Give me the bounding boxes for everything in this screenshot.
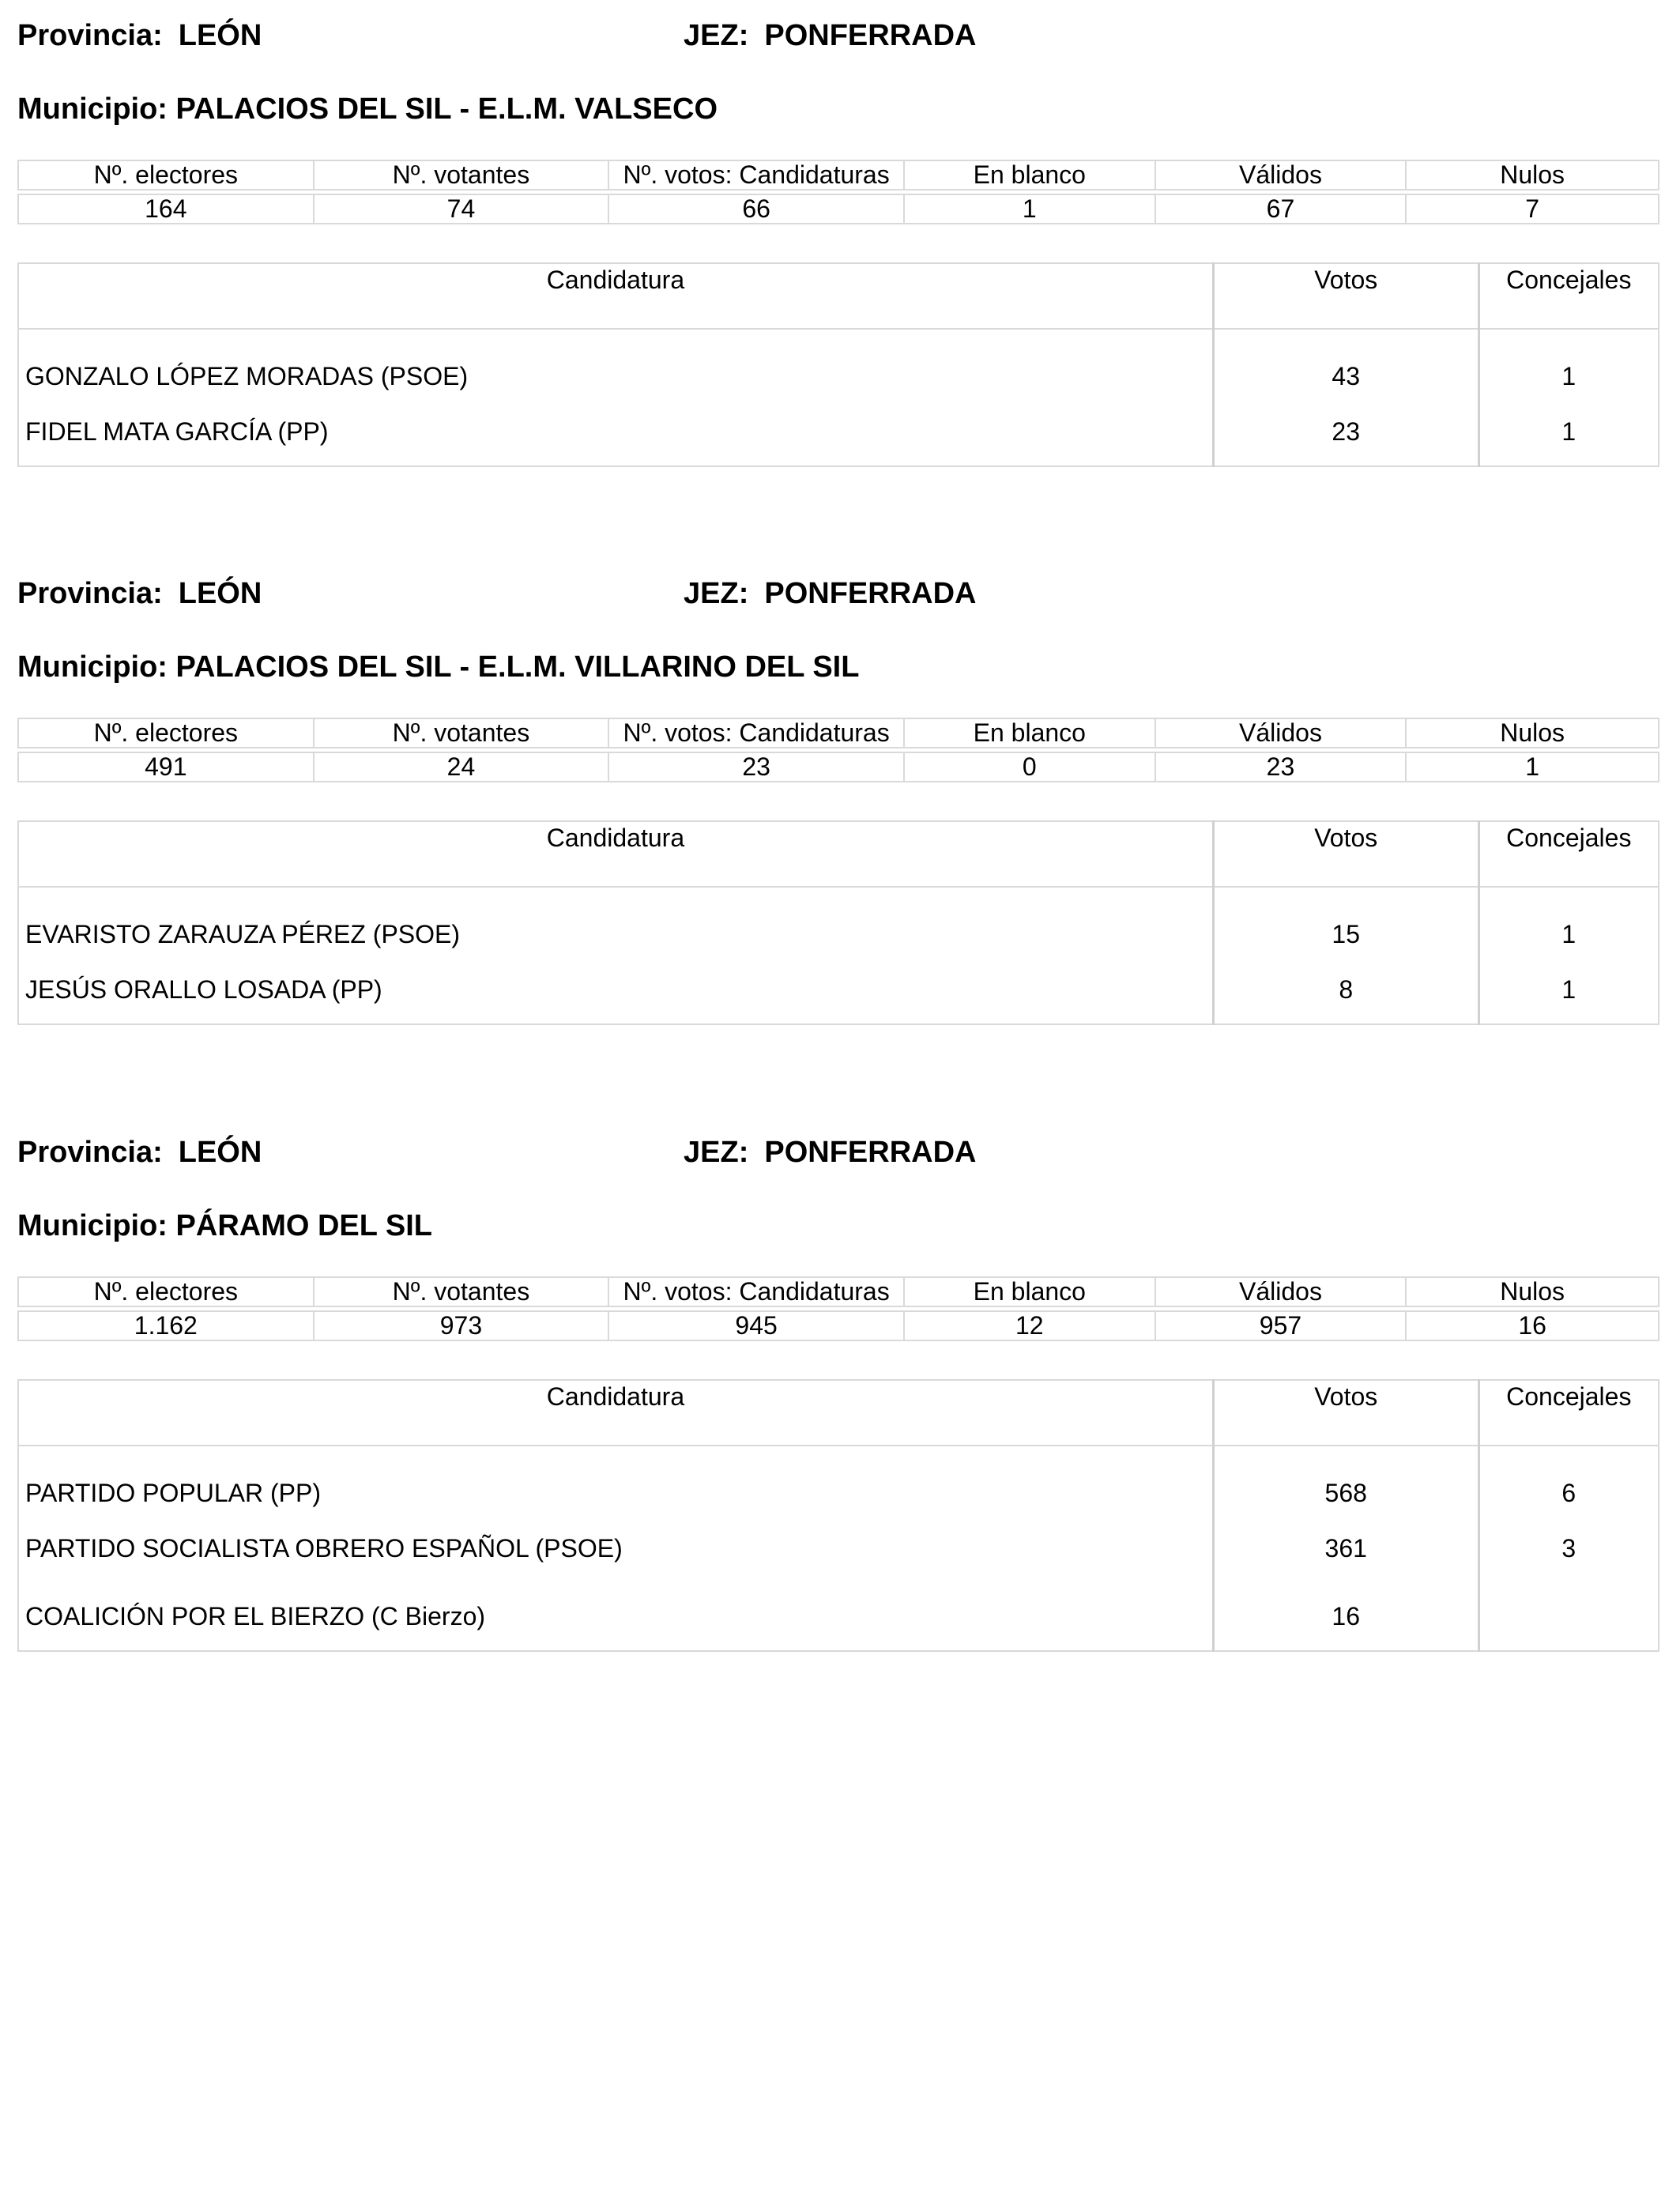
summary-header-cell: Válidos [1155, 718, 1407, 748]
summary-header-cell: Nulos [1406, 718, 1659, 748]
municipio-label: Municipio: [17, 650, 168, 684]
provincia-label: Provincia: [17, 577, 163, 610]
candidatura-concejales: 6 [1478, 1446, 1659, 1514]
candidatura-votos: 16 [1213, 1582, 1478, 1651]
table-row [18, 956, 1659, 1024]
summary-header-cell: En blanco [904, 718, 1155, 748]
table-row [18, 329, 1659, 398]
jez-header [684, 1134, 976, 1171]
provincia-header [17, 575, 262, 612]
candidaturas-header-row [18, 821, 1659, 887]
candidatura-concejales: 1 [1478, 887, 1659, 956]
summary-value-cell: 491 [18, 752, 314, 782]
candidatura-name: GONZALO LÓPEZ MORADAS (PSOE) [25, 362, 469, 390]
summary-value-cell: 12 [904, 1311, 1155, 1340]
summary-value-cell: 1.162 [18, 1311, 314, 1340]
summary-value-cell: 24 [314, 752, 609, 782]
summary-table [17, 718, 1659, 782]
jez-label: JEZ: [684, 19, 749, 52]
summary-header-cell: Nulos [1406, 1277, 1659, 1306]
candidatura-name: COALICIÓN POR EL BIERZO (C Bierzo) [25, 1601, 486, 1630]
table-row [18, 1514, 1659, 1582]
summary-header-cell: Válidos [1155, 1277, 1407, 1306]
jez-value: PONFERRADA [764, 19, 977, 52]
summary-value-cell: 1 [904, 194, 1155, 224]
municipio-label: Municipio: [17, 1209, 168, 1242]
jez-label: JEZ: [684, 1136, 749, 1169]
summary-value-cell: 74 [314, 194, 609, 224]
summary-header-cell: Nº. votos: Candidaturas [608, 160, 904, 190]
summary-value-row [18, 194, 1659, 224]
municipio-value: PALACIOS DEL SIL - E.L.M. VILLARINO DEL SIL [175, 650, 860, 684]
candidaturas-table [17, 820, 1659, 1025]
summary-value-cell: 945 [608, 1311, 904, 1340]
votos-header: Votos [1213, 263, 1478, 329]
table-row [18, 887, 1659, 956]
candidatura-concejales: 3 [1478, 1514, 1659, 1582]
summary-value-cell: 67 [1155, 194, 1407, 224]
provincia-header [17, 17, 262, 54]
summary-header-cell: Nº. votantes [314, 718, 609, 748]
candidatura-header: Candidatura [18, 821, 1213, 887]
summary-value-cell: 973 [314, 1311, 609, 1340]
summary-header-cell: Nº. electores [18, 160, 314, 190]
summary-value-cell: 7 [1406, 194, 1659, 224]
table-row [18, 1446, 1659, 1514]
summary-header-cell: Nº. electores [18, 718, 314, 748]
candidatura-name: PARTIDO POPULAR (PP) [25, 1479, 321, 1507]
summary-value-row [18, 752, 1659, 782]
concejales-header: Concejales [1478, 1380, 1659, 1446]
municipio-header [17, 1208, 432, 1244]
candidatura-header: Candidatura [18, 1380, 1213, 1446]
municipio-header [17, 649, 859, 685]
municipio-header [17, 91, 718, 127]
municipio-label: Municipio: [17, 92, 168, 126]
summary-header-cell: Nulos [1406, 160, 1659, 190]
jez-header [684, 17, 976, 54]
municipio-value: PALACIOS DEL SIL - E.L.M. VALSECO [175, 92, 718, 126]
provincia-label: Provincia: [17, 1136, 163, 1169]
concejales-header: Concejales [1478, 263, 1659, 329]
concejales-header: Concejales [1478, 821, 1659, 887]
jez-value: PONFERRADA [764, 577, 977, 610]
summary-header-cell: Nº. votos: Candidaturas [608, 1277, 904, 1306]
summary-header-row [18, 718, 1659, 748]
municipio-value: PÁRAMO DEL SIL [175, 1209, 432, 1242]
candidaturas-table [17, 262, 1659, 467]
summary-header-row [18, 1277, 1659, 1306]
municipality-section [17, 1134, 1659, 1672]
provincia-header [17, 1134, 262, 1171]
summary-header-cell: Nº. votantes [314, 160, 609, 190]
municipality-section [17, 17, 1659, 468]
candidatura-name: PARTIDO SOCIALISTA OBRERO ESPAÑOL (PSOE) [25, 1533, 623, 1563]
summary-table [17, 1276, 1659, 1341]
provincia-value: LEÓN [178, 19, 262, 52]
summary-header-cell: Nº. votos: Candidaturas [608, 718, 904, 748]
candidatura-concejales: 1 [1478, 398, 1659, 466]
summary-header-cell: Válidos [1155, 160, 1407, 190]
candidatura-concejales [1478, 1582, 1659, 1651]
summary-value-cell: 23 [1155, 752, 1407, 782]
summary-value-cell: 16 [1406, 1311, 1659, 1340]
table-row [18, 1582, 1659, 1651]
provincia-label: Provincia: [17, 19, 163, 52]
candidatura-votos: 23 [1213, 398, 1478, 466]
summary-value-row [18, 1311, 1659, 1340]
candidatura-name: FIDEL MATA GARCÍA (PP) [25, 417, 329, 446]
summary-table [17, 160, 1659, 224]
municipality-section [17, 575, 1659, 1026]
candidatura-votos: 43 [1213, 329, 1478, 398]
candidatura-name: EVARISTO ZARAUZA PÉREZ (PSOE) [25, 920, 461, 948]
candidatura-votos: 15 [1213, 887, 1478, 956]
jez-header [684, 575, 976, 612]
summary-value-cell: 0 [904, 752, 1155, 782]
votos-header: Votos [1213, 1380, 1478, 1446]
provincia-value: LEÓN [178, 1136, 262, 1169]
candidatura-votos: 8 [1213, 956, 1478, 1024]
summary-header-cell: Nº. electores [18, 1277, 314, 1306]
summary-header-row [18, 160, 1659, 190]
summary-header-cell: En blanco [904, 160, 1155, 190]
jez-label: JEZ: [684, 577, 749, 610]
votos-header: Votos [1213, 821, 1478, 887]
summary-value-cell: 1 [1406, 752, 1659, 782]
candidaturas-table [17, 1379, 1659, 1652]
summary-value-cell: 957 [1155, 1311, 1407, 1340]
candidatura-header: Candidatura [18, 263, 1213, 329]
candidatura-concejales: 1 [1478, 956, 1659, 1024]
table-row [18, 398, 1659, 466]
candidatura-votos: 361 [1213, 1514, 1478, 1582]
candidatura-concejales: 1 [1478, 329, 1659, 398]
summary-value-cell: 66 [608, 194, 904, 224]
candidatura-name: JESÚS ORALLO LOSADA (PP) [25, 974, 382, 1004]
summary-header-cell: En blanco [904, 1277, 1155, 1306]
summary-value-cell: 23 [608, 752, 904, 782]
jez-value: PONFERRADA [764, 1136, 977, 1169]
candidaturas-header-row [18, 1380, 1659, 1446]
candidaturas-header-row [18, 263, 1659, 329]
candidatura-votos: 568 [1213, 1446, 1478, 1514]
summary-value-cell: 164 [18, 194, 314, 224]
provincia-value: LEÓN [178, 577, 262, 610]
summary-header-cell: Nº. votantes [314, 1277, 609, 1306]
